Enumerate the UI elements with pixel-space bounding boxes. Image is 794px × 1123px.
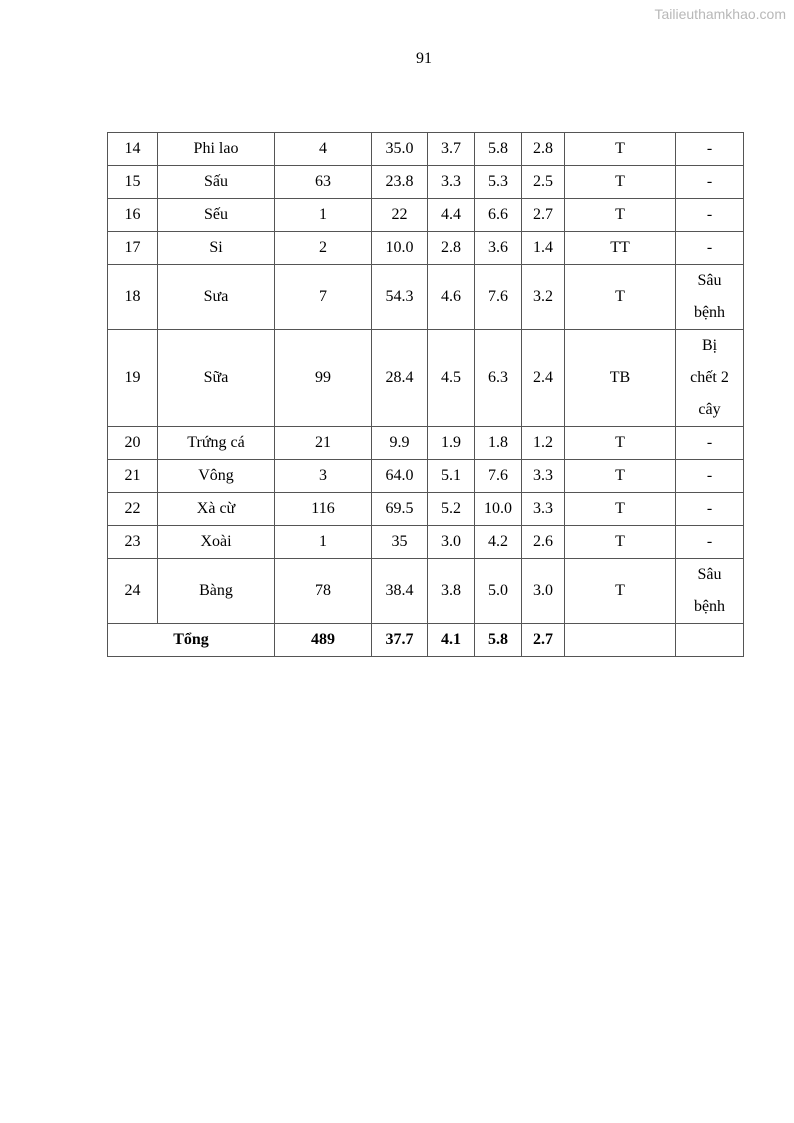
- cell-stt: 23: [108, 526, 158, 559]
- cell-v3: 4.2: [475, 526, 522, 559]
- cell-status: T: [565, 199, 676, 232]
- cell-count: 1: [275, 526, 372, 559]
- cell-v3: 5.0: [475, 559, 522, 624]
- cell-name: Trứng cá: [158, 427, 275, 460]
- table-row: [108, 493, 744, 526]
- cell-name: Si: [158, 232, 275, 265]
- cell-v2: 2.8: [428, 232, 475, 265]
- cell-v3: 3.6: [475, 232, 522, 265]
- cell-count: 21: [275, 427, 372, 460]
- cell-stt: 16: [108, 199, 158, 232]
- cell-v4: 2.6: [522, 526, 565, 559]
- cell-v2: 4.4: [428, 199, 475, 232]
- cell-v2: 4.5: [428, 330, 475, 427]
- cell-name: Bàng: [158, 559, 275, 624]
- cell-count: 78: [275, 559, 372, 624]
- table-row: [108, 427, 744, 460]
- cell-v2: 5.1: [428, 460, 475, 493]
- cell-stt: 24: [108, 559, 158, 624]
- cell-v3: 5.8: [475, 133, 522, 166]
- total-cell-v1: 37.7: [372, 624, 428, 657]
- total-row: [108, 624, 744, 657]
- cell-status: TB: [565, 330, 676, 427]
- cell-stt: 22: [108, 493, 158, 526]
- cell-count: 2: [275, 232, 372, 265]
- watermark: Tailieuthamkhao.com: [654, 6, 786, 22]
- cell-v2: 4.6: [428, 265, 475, 330]
- cell-status: T: [565, 559, 676, 624]
- cell-v4: 3.3: [522, 493, 565, 526]
- cell-name: Sữa: [158, 330, 275, 427]
- table-row: [108, 133, 744, 166]
- cell-v1: 69.5: [372, 493, 428, 526]
- cell-count: 7: [275, 265, 372, 330]
- page-number: 91: [416, 50, 432, 67]
- cell-v3: 1.8: [475, 427, 522, 460]
- cell-count: 1: [275, 199, 372, 232]
- cell-note: -: [676, 460, 744, 493]
- cell-v4: 2.7: [522, 199, 565, 232]
- cell-status: T: [565, 427, 676, 460]
- table-row: [108, 166, 744, 199]
- cell-v4: 2.4: [522, 330, 565, 427]
- cell-note: Sâu bệnh: [676, 559, 744, 624]
- cell-v1: 35: [372, 526, 428, 559]
- cell-v4: 3.0: [522, 559, 565, 624]
- total-cell-status: [565, 624, 676, 657]
- cell-v3: 6.3: [475, 330, 522, 427]
- cell-v1: 38.4: [372, 559, 428, 624]
- cell-note: -: [676, 232, 744, 265]
- cell-v4: 1.4: [522, 232, 565, 265]
- cell-name: Sưa: [158, 265, 275, 330]
- table-row: [108, 265, 744, 330]
- table-row: [108, 526, 744, 559]
- total-cell-v4: 2.7: [522, 624, 565, 657]
- cell-count: 116: [275, 493, 372, 526]
- cell-status: T: [565, 460, 676, 493]
- cell-name: Vông: [158, 460, 275, 493]
- cell-v4: 2.8: [522, 133, 565, 166]
- cell-stt: 19: [108, 330, 158, 427]
- table-row: [108, 559, 744, 624]
- cell-name: Sấu: [158, 166, 275, 199]
- cell-v3: 10.0: [475, 493, 522, 526]
- cell-note: -: [676, 427, 744, 460]
- cell-v1: 22: [372, 199, 428, 232]
- table-row: [108, 330, 744, 427]
- cell-stt: 15: [108, 166, 158, 199]
- table-row: [108, 232, 744, 265]
- total-label: Tổng: [108, 624, 275, 657]
- cell-note: -: [676, 526, 744, 559]
- cell-v2: 3.8: [428, 559, 475, 624]
- cell-v4: 1.2: [522, 427, 565, 460]
- cell-note: -: [676, 493, 744, 526]
- cell-v1: 54.3: [372, 265, 428, 330]
- cell-v2: 3.3: [428, 166, 475, 199]
- cell-count: 4: [275, 133, 372, 166]
- cell-v3: 5.3: [475, 166, 522, 199]
- total-cell-v2: 4.1: [428, 624, 475, 657]
- cell-v1: 23.8: [372, 166, 428, 199]
- cell-name: Sếu: [158, 199, 275, 232]
- total-cell-note: [676, 624, 744, 657]
- cell-stt: 14: [108, 133, 158, 166]
- cell-v1: 64.0: [372, 460, 428, 493]
- cell-stt: 17: [108, 232, 158, 265]
- cell-stt: 21: [108, 460, 158, 493]
- cell-note: -: [676, 133, 744, 166]
- cell-name: Phi lao: [158, 133, 275, 166]
- cell-status: T: [565, 166, 676, 199]
- total-cell-v3: 5.8: [475, 624, 522, 657]
- table-body: [108, 133, 744, 657]
- table-row: [108, 199, 744, 232]
- table-row: [108, 460, 744, 493]
- cell-v2: 3.7: [428, 133, 475, 166]
- cell-status: T: [565, 526, 676, 559]
- cell-v4: 3.3: [522, 460, 565, 493]
- cell-status: T: [565, 133, 676, 166]
- cell-v3: 7.6: [475, 265, 522, 330]
- cell-v2: 5.2: [428, 493, 475, 526]
- cell-v1: 10.0: [372, 232, 428, 265]
- cell-status: T: [565, 493, 676, 526]
- cell-stt: 18: [108, 265, 158, 330]
- cell-v4: 3.2: [522, 265, 565, 330]
- cell-status: T: [565, 265, 676, 330]
- cell-v1: 9.9: [372, 427, 428, 460]
- cell-note: -: [676, 199, 744, 232]
- cell-v3: 7.6: [475, 460, 522, 493]
- tree-survey-table: [107, 132, 744, 657]
- cell-note: Bị chết 2 cây: [676, 330, 744, 427]
- cell-v2: 3.0: [428, 526, 475, 559]
- cell-v1: 28.4: [372, 330, 428, 427]
- cell-v1: 35.0: [372, 133, 428, 166]
- cell-v2: 1.9: [428, 427, 475, 460]
- cell-status: TT: [565, 232, 676, 265]
- cell-count: 3: [275, 460, 372, 493]
- cell-count: 63: [275, 166, 372, 199]
- cell-count: 99: [275, 330, 372, 427]
- cell-name: Xoài: [158, 526, 275, 559]
- cell-note: Sâu bệnh: [676, 265, 744, 330]
- cell-stt: 20: [108, 427, 158, 460]
- cell-name: Xà cừ: [158, 493, 275, 526]
- cell-v3: 6.6: [475, 199, 522, 232]
- total-cell-count: 489: [275, 624, 372, 657]
- cell-note: -: [676, 166, 744, 199]
- cell-v4: 2.5: [522, 166, 565, 199]
